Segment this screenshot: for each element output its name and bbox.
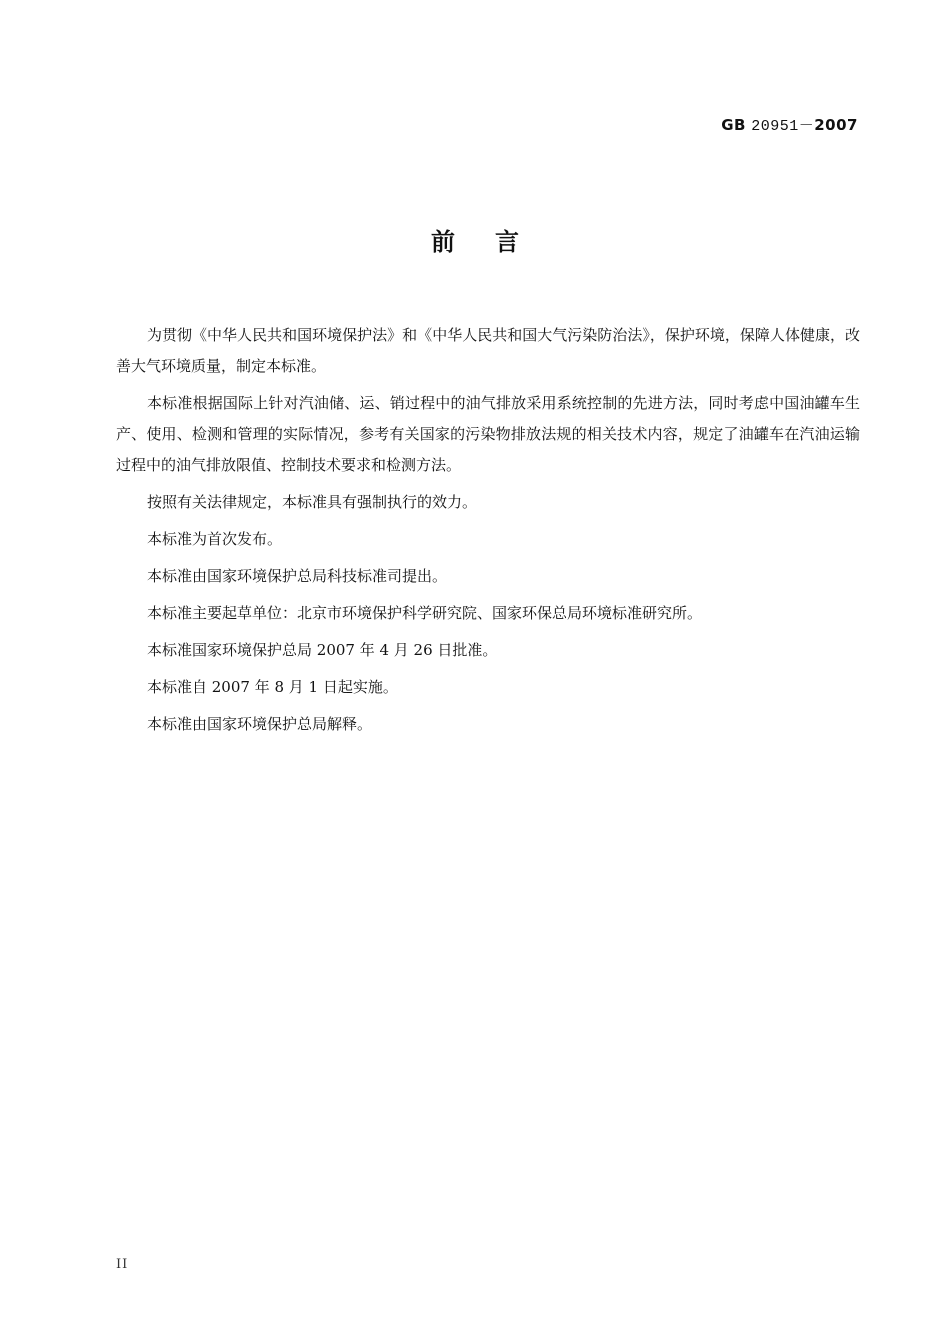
paragraph: 本标准国家环境保护总局 2007 年 4 月 26 日批准。 xyxy=(147,641,498,659)
standard-number: 20951 xyxy=(751,118,799,135)
standard-separator: － xyxy=(798,116,815,134)
paragraph: 本标准根据国际上针对汽油储、运、销过程中的油气排放采用系统控制的先进方法，同时考虑中国油罐车生产、使用、检测和管理的实际情况，参考有关国家的污染物排放法规的相关技术内容，规定了油罐车在汽油运输过程中的油气排放限值、控制技术要求和检测方法。 xyxy=(116,394,860,474)
page-title: 前言 xyxy=(431,228,559,256)
paragraph: 本标准由国家环境保护总局解释。 xyxy=(147,715,373,733)
page-number: II xyxy=(116,1257,129,1272)
standard-code xyxy=(721,114,858,135)
paragraph: 为贯彻《中华人民共和国环境保护法》和《中华人民共和国大气污染防治法》，保护环境，保障人体健康，改善大气环境质量，制定本标准。 xyxy=(116,326,860,375)
preface-body xyxy=(116,320,860,746)
paragraph: 本标准主要起草单位：北京市环境保护科学研究院、国家环保总局环境标准研究所。 xyxy=(147,604,703,622)
paragraph: 本标准由国家环境保护总局科技标准司提出。 xyxy=(147,567,448,585)
standard-prefix: GB xyxy=(721,116,746,134)
paragraph: 本标准自 2007 年 8 月 1 日起实施。 xyxy=(147,678,398,696)
paragraph: 本标准为首次发布。 xyxy=(147,530,283,548)
standard-year: 2007 xyxy=(814,116,858,134)
paragraph: 按照有关法律规定，本标准具有强制执行的效力。 xyxy=(147,493,478,511)
